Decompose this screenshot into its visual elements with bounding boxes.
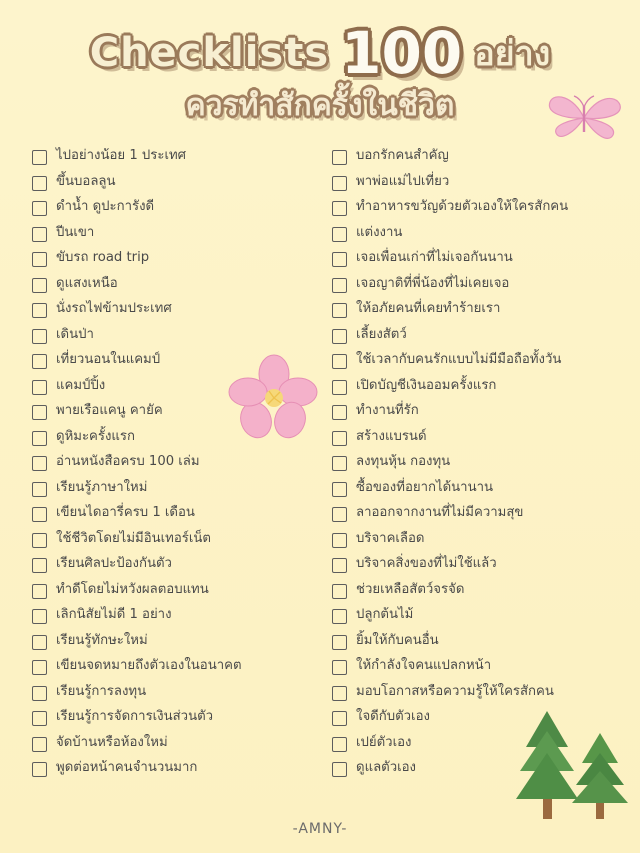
checklist-item[interactable] — [332, 453, 614, 472]
checkbox[interactable] — [32, 507, 47, 522]
checklist-item-label: ซื้อของที่อยากได้นานาน — [356, 479, 494, 495]
checkbox[interactable] — [32, 660, 47, 675]
checklist-item[interactable] — [32, 479, 314, 498]
checklist-item[interactable] — [32, 377, 314, 396]
checklist-item[interactable] — [332, 759, 614, 778]
checklist-item[interactable] — [332, 530, 614, 549]
checklist-item[interactable] — [332, 504, 614, 523]
checklist-item[interactable] — [332, 198, 614, 217]
checkbox[interactable] — [32, 252, 47, 267]
checkbox[interactable] — [332, 252, 347, 267]
checklist-item-label: ลงทุนหุ้น กองทุน — [356, 454, 451, 469]
checklist-item-label: ไปอย่างน้อย 1 ประเทศ — [56, 148, 187, 163]
checklist-item-label: สร้างแบรนด์ — [356, 428, 427, 444]
checkbox[interactable] — [32, 329, 47, 344]
checkbox[interactable] — [332, 482, 347, 497]
checklist-item-label: ช่วยเหลือสัตว์จรจัด — [356, 581, 465, 597]
checklist-item-label: เที่ยวนอนในแคมป์ — [56, 352, 161, 367]
title-row — [0, 18, 640, 87]
checklist-item-label: เปย์ตัวเอง — [356, 734, 412, 750]
checklist-item[interactable] — [32, 402, 314, 421]
checklist-item-label: บริจาคเลือด — [356, 530, 425, 546]
checklist-item[interactable] — [332, 606, 614, 625]
checkbox[interactable] — [332, 609, 347, 624]
checklist-item[interactable] — [32, 734, 314, 753]
checklist-item[interactable] — [32, 683, 314, 702]
checklist-item-label: ทำอาหารขวัญด้วยตัวเองให้ใครสักคน — [356, 199, 569, 214]
checklist-item[interactable] — [332, 275, 614, 294]
checkbox[interactable] — [32, 686, 47, 701]
checklist-item-label: เจอเพื่อนเก่าที่ไม่เจอกันนาน — [356, 250, 513, 265]
checkbox[interactable] — [32, 150, 47, 165]
checklist-item[interactable] — [332, 683, 614, 702]
checkbox[interactable] — [32, 303, 47, 318]
checklist-item-label: อ่านหนังสือครบ 100 เล่ม — [56, 454, 200, 469]
checklist-column-right — [332, 147, 614, 785]
checklist-item-label: แคมป์ปิ้ง — [56, 377, 106, 393]
checklist-item-label: เดินป่า — [56, 326, 94, 342]
page-title: Checklists — [89, 30, 330, 76]
checkbox[interactable] — [332, 227, 347, 242]
checkbox[interactable] — [332, 380, 347, 395]
checkbox[interactable] — [332, 584, 347, 599]
checklist-item[interactable] — [32, 224, 314, 243]
checklist-item-label: เจอญาติที่พี่น้องที่ไม่เคยเจอ — [356, 275, 510, 291]
checkbox[interactable] — [332, 176, 347, 191]
checkbox[interactable] — [332, 278, 347, 293]
checklist-item[interactable] — [32, 300, 314, 319]
checkbox[interactable] — [332, 533, 347, 548]
checklist-column-left — [32, 147, 314, 785]
checklist-item-label: เปิดบัญชีเงินออมครั้งแรก — [356, 377, 497, 393]
checklist-item-label: เรียนศิลปะป้องกันตัว — [56, 556, 172, 571]
checkbox[interactable] — [32, 533, 47, 548]
checklist-item-label: เรียนรู้ภาษาใหม่ — [56, 479, 148, 495]
checklist-item[interactable] — [332, 326, 614, 345]
checklist-item[interactable] — [332, 351, 614, 370]
checklist-columns — [0, 129, 640, 785]
checklist-item[interactable] — [332, 224, 614, 243]
checklist-item-label: ขึ้นบอลลูน — [56, 173, 116, 189]
checklist-item[interactable] — [332, 402, 614, 421]
checklist-item-label: เรียนรู้การลงทุน — [56, 683, 147, 699]
title-number: 100 — [341, 18, 463, 87]
checkbox[interactable] — [332, 737, 347, 752]
checkbox[interactable] — [332, 150, 347, 165]
checklist-item[interactable] — [332, 734, 614, 753]
checklist-item[interactable] — [32, 249, 314, 268]
checklist-item[interactable] — [32, 708, 314, 727]
checkbox[interactable] — [332, 558, 347, 573]
checkbox[interactable] — [32, 635, 47, 650]
checklist-item[interactable] — [332, 581, 614, 600]
checklist-item-label: ดูแสงเหนือ — [56, 275, 118, 291]
checkbox[interactable] — [32, 380, 47, 395]
checkbox[interactable] — [32, 558, 47, 573]
checkbox[interactable] — [32, 609, 47, 624]
checkbox[interactable] — [32, 711, 47, 726]
checklist-item-label: บอกรักคนสำคัญ — [356, 148, 449, 163]
checklist-item[interactable] — [32, 657, 314, 676]
checklist-item-label: ดำน้ำ ดูปะการังดี — [56, 199, 155, 214]
footer-signature: -AMNY- — [292, 821, 348, 837]
checkbox[interactable] — [32, 227, 47, 242]
checklist-item-label: ยิ้มให้กับคนอื่น — [356, 632, 439, 648]
checklist-item-label: ปีนเขา — [56, 224, 95, 240]
checklist-item-label: บริจาคสิ่งของที่ไม่ใช้แล้ว — [356, 556, 497, 571]
page-subtitle: ควรทำสักครั้งในชีวิต — [185, 88, 455, 123]
checklist-item-label: เลี้ยงสัตว์ — [356, 326, 407, 342]
checkbox[interactable] — [32, 584, 47, 599]
checkbox[interactable] — [32, 737, 47, 752]
checklist-item-label: ทำงานที่รัก — [356, 403, 419, 418]
checklist-item-label: พายเรือแคนู คายัค — [56, 403, 163, 418]
checkbox[interactable] — [332, 303, 347, 318]
checklist-item[interactable] — [332, 555, 614, 574]
checklist-item[interactable] — [32, 606, 314, 625]
checklist-item[interactable] — [332, 428, 614, 447]
checklist-item-label: ลาออกจากงานที่ไม่มีความสุข — [356, 505, 524, 520]
checklist-item-label: เลิกนิสัยไม่ดี 1 อย่าง — [56, 607, 172, 622]
checklist-item[interactable] — [332, 147, 614, 166]
checklist-item[interactable] — [332, 249, 614, 268]
checkbox[interactable] — [332, 660, 347, 675]
checklist-item-label: ดูแลตัวเอง — [356, 760, 416, 775]
checkbox[interactable] — [332, 635, 347, 650]
checklist-item-label: มอบโอกาสหรือความรู้ให้ใครสักคน — [356, 683, 554, 699]
checklist-item[interactable] — [32, 504, 314, 523]
checkbox[interactable] — [332, 405, 347, 420]
checklist-item[interactable] — [332, 173, 614, 192]
checkbox[interactable] — [32, 354, 47, 369]
checkbox[interactable] — [32, 431, 47, 446]
checklist-item[interactable] — [32, 198, 314, 217]
checklist-item-label: ขับรถ road trip — [56, 250, 150, 265]
checkbox[interactable] — [332, 431, 347, 446]
checklist-item-label: พาพ่อแม่ไปเที่ยว — [356, 173, 450, 189]
checkbox[interactable] — [32, 405, 47, 420]
title-suffix: อย่าง — [474, 34, 551, 74]
checklist-item-label: จัดบ้านหรือห้องใหม่ — [56, 734, 168, 750]
checklist-item[interactable] — [332, 708, 614, 727]
checkbox[interactable] — [332, 456, 347, 471]
checklist-item[interactable] — [332, 300, 614, 319]
checklist-item[interactable] — [32, 632, 314, 651]
checklist-item[interactable] — [32, 555, 314, 574]
checklist-item[interactable] — [32, 581, 314, 600]
checkbox[interactable] — [32, 201, 47, 216]
checklist-item[interactable] — [32, 759, 314, 778]
checklist-item-label: แต่งงาน — [356, 224, 403, 240]
checklist-item-label: นั่งรถไฟข้ามประเทศ — [56, 301, 172, 316]
checklist-item[interactable] — [32, 351, 314, 370]
checklist-item[interactable] — [32, 173, 314, 192]
checklist-item[interactable] — [32, 530, 314, 549]
checklist-item-label: เรียนรู้ทักษะใหม่ — [56, 632, 148, 648]
checklist-item-label: ให้กำลังใจคนแปลกหน้า — [356, 658, 492, 673]
checklist-item-label: ให้อภัยคนที่เคยทำร้ายเรา — [356, 301, 501, 316]
checklist-item-label: เรียนรู้การจัดการเงินส่วนตัว — [56, 709, 214, 724]
checklist-item-label: เขียนจดหมายถึงตัวเองในอนาคต — [56, 658, 242, 673]
checkbox[interactable] — [32, 762, 47, 777]
checklist-item[interactable] — [32, 275, 314, 294]
page-header — [0, 0, 640, 129]
checklist-item-label: ใช้เวลากับคนรักแบบไม่มีมือถือทั้งวัน — [356, 352, 562, 367]
checkbox[interactable] — [32, 176, 47, 191]
checklist-item[interactable] — [32, 453, 314, 472]
checkbox[interactable] — [332, 686, 347, 701]
checkbox[interactable] — [32, 456, 47, 471]
checklist-item-label: พูดต่อหน้าคนจำนวนมาก — [56, 760, 198, 775]
checkbox[interactable] — [32, 278, 47, 293]
checkbox[interactable] — [332, 507, 347, 522]
checklist-item-label: ดูหิมะครั้งแรก — [56, 428, 135, 444]
checklist-item[interactable] — [32, 147, 314, 166]
checklist-item[interactable] — [32, 326, 314, 345]
checklist-item[interactable] — [32, 428, 314, 447]
checkbox[interactable] — [32, 482, 47, 497]
checklist-item[interactable] — [332, 657, 614, 676]
checklist-item-label: ปลูกต้นไม้ — [356, 607, 414, 622]
checklist-item-label: ทำดีโดยไม่หวังผลตอบแทน — [56, 581, 209, 597]
checkbox[interactable] — [332, 354, 347, 369]
checklist-item-label: เขียนไดอารี่ครบ 1 เดือน — [56, 505, 195, 520]
checklist-item[interactable] — [332, 377, 614, 396]
checklist-item[interactable] — [332, 632, 614, 651]
checkbox[interactable] — [332, 201, 347, 216]
checkbox[interactable] — [332, 762, 347, 777]
checklist-item-label: ใช้ชีวิตโดยไม่มีอินเทอร์เน็ต — [56, 530, 211, 546]
checkbox[interactable] — [332, 711, 347, 726]
checklist-item[interactable] — [332, 479, 614, 498]
checklist-item-label: ใจดีกับตัวเอง — [356, 709, 430, 724]
checkbox[interactable] — [332, 329, 347, 344]
